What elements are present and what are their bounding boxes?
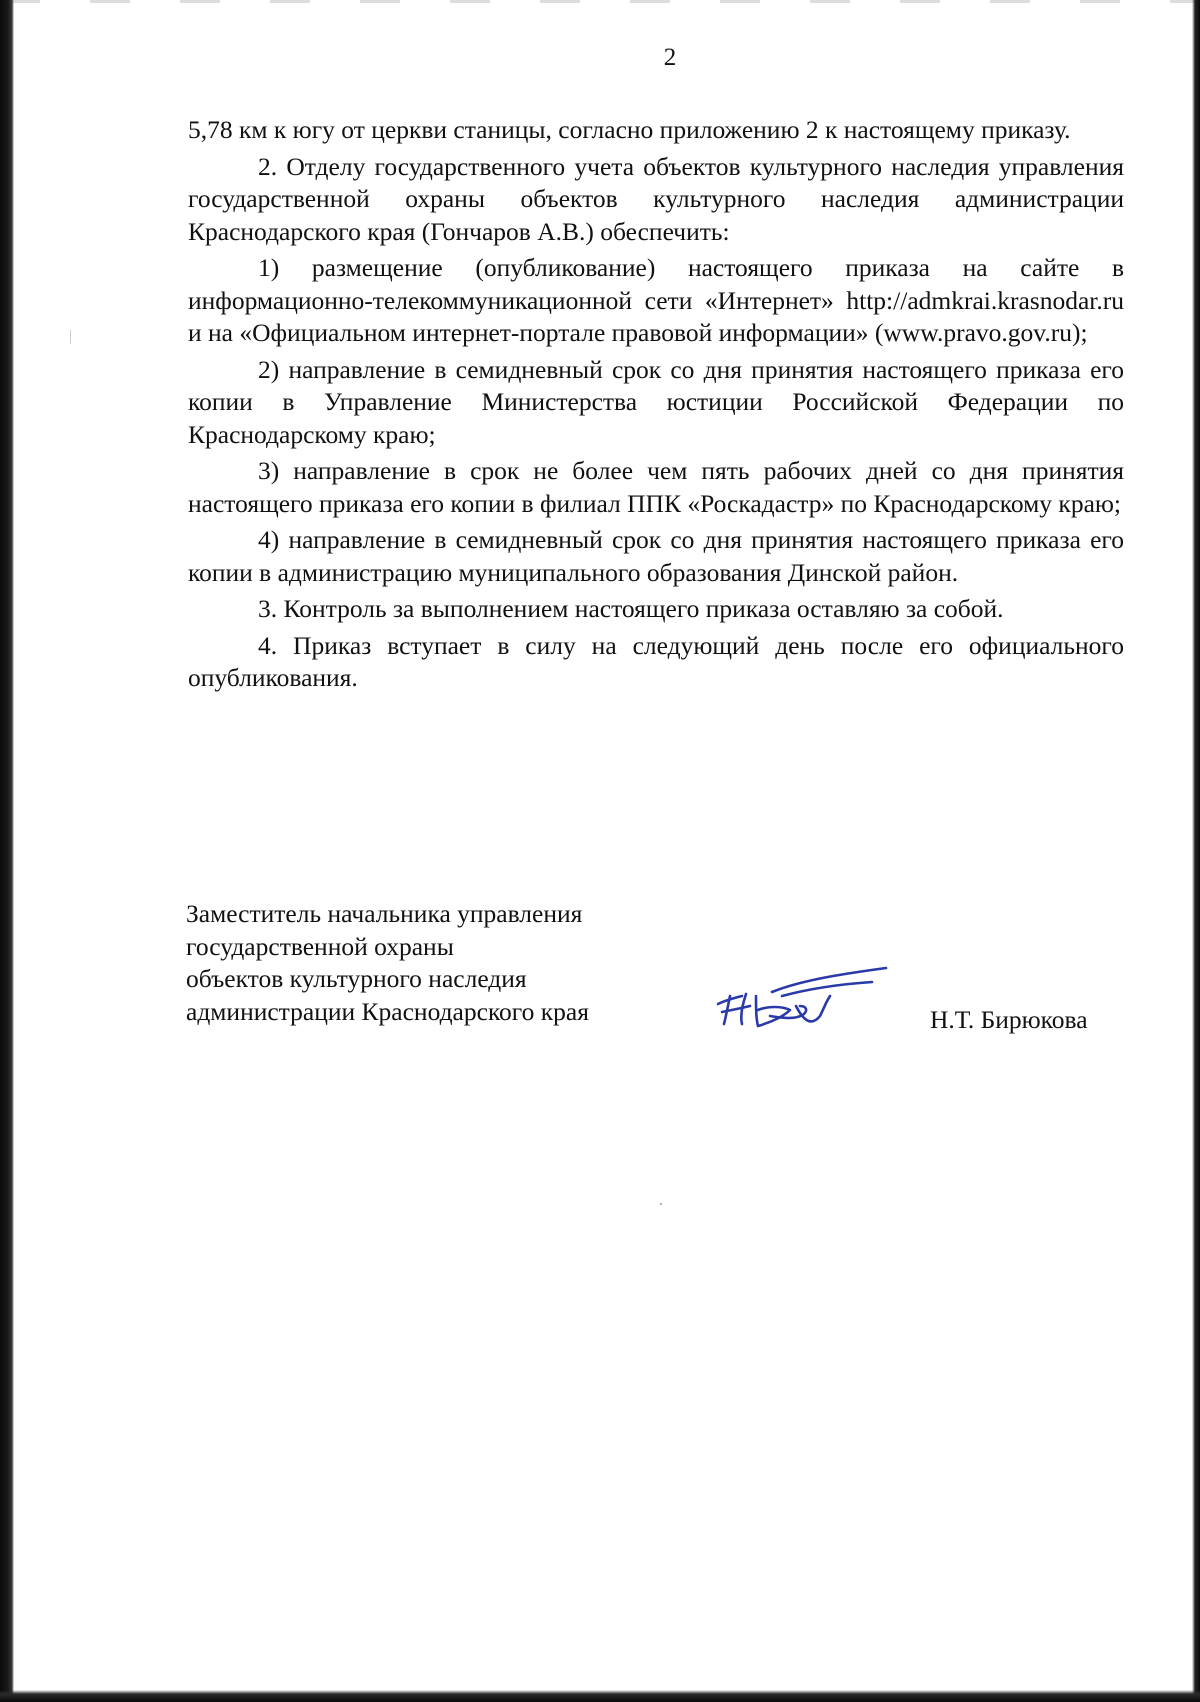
signer-position-line: объектов культурного наследия: [186, 964, 527, 993]
paragraph-subitem-3: 3) направление в срок не более чем пять рабочих дней со дня принятия настоящего приказа его копии в филиал ППК «Роскадастр» по Краснодарскому краю;: [188, 456, 1124, 518]
signer-position-line: государственной охраны: [186, 931, 454, 961]
signer-position-line: Заместитель начальника управления: [186, 899, 583, 928]
handwritten-signature: [712, 966, 892, 1036]
paragraph-subitem-2: 2) направление в семидневный срок со дня принятия настоящего приказа его копии в Управление Министерства юстиции Российской Федерации по Краснодарскому краю;: [188, 354, 1124, 449]
paragraph-item-4: 4. Приказ вступает в силу на следующий день после его официального опубликования.: [188, 630, 1124, 692]
paragraph-continuation: 5,78 км к югу от церкви станицы, согласно приложению 2 к настоящему приказу.: [188, 115, 1071, 144]
signer-position: [186, 898, 589, 1028]
scan-top-edge: [0, 0, 1200, 3]
paragraph-item-3: 3. Контроль за выполнением настоящего приказа оставляю за собой.: [258, 594, 1004, 623]
scan-speck: [660, 1203, 662, 1205]
paragraph-subitem-1: 1) размещение (опубликование) настоящего приказа на сайте в информационно-телекоммуникационной сети «Интернет» http://admkrai.krasnodar.ru и на «Официальном интернет-портале правовой информации» (www.pravo.gov.ru);: [188, 253, 1124, 347]
paragraph-item-2: 2. Отделу государственного учета объектов культурного наследия управления государственной охраны объектов культурного наследия администрации Краснодарского края (Гончаров А.В.) обеспечить:: [188, 151, 1124, 246]
scan-speck: [70, 330, 71, 344]
scan-bottom-edge: [0, 1690, 1200, 1702]
signer-position-line: администрации Краснодарского края: [186, 996, 589, 1026]
scan-left-edge: [0, 0, 14, 1702]
signer-name: Н.Т. Бирюкова: [930, 1005, 1088, 1034]
paragraph-subitem-4: 4) направление в семидневный срок со дня принятия настоящего приказа его копии в администрацию муниципального образования Динской район.: [188, 525, 1124, 587]
scan-right-edge: [1192, 0, 1200, 1702]
document-body: [188, 114, 1124, 695]
page-number: 2: [663, 44, 677, 71]
